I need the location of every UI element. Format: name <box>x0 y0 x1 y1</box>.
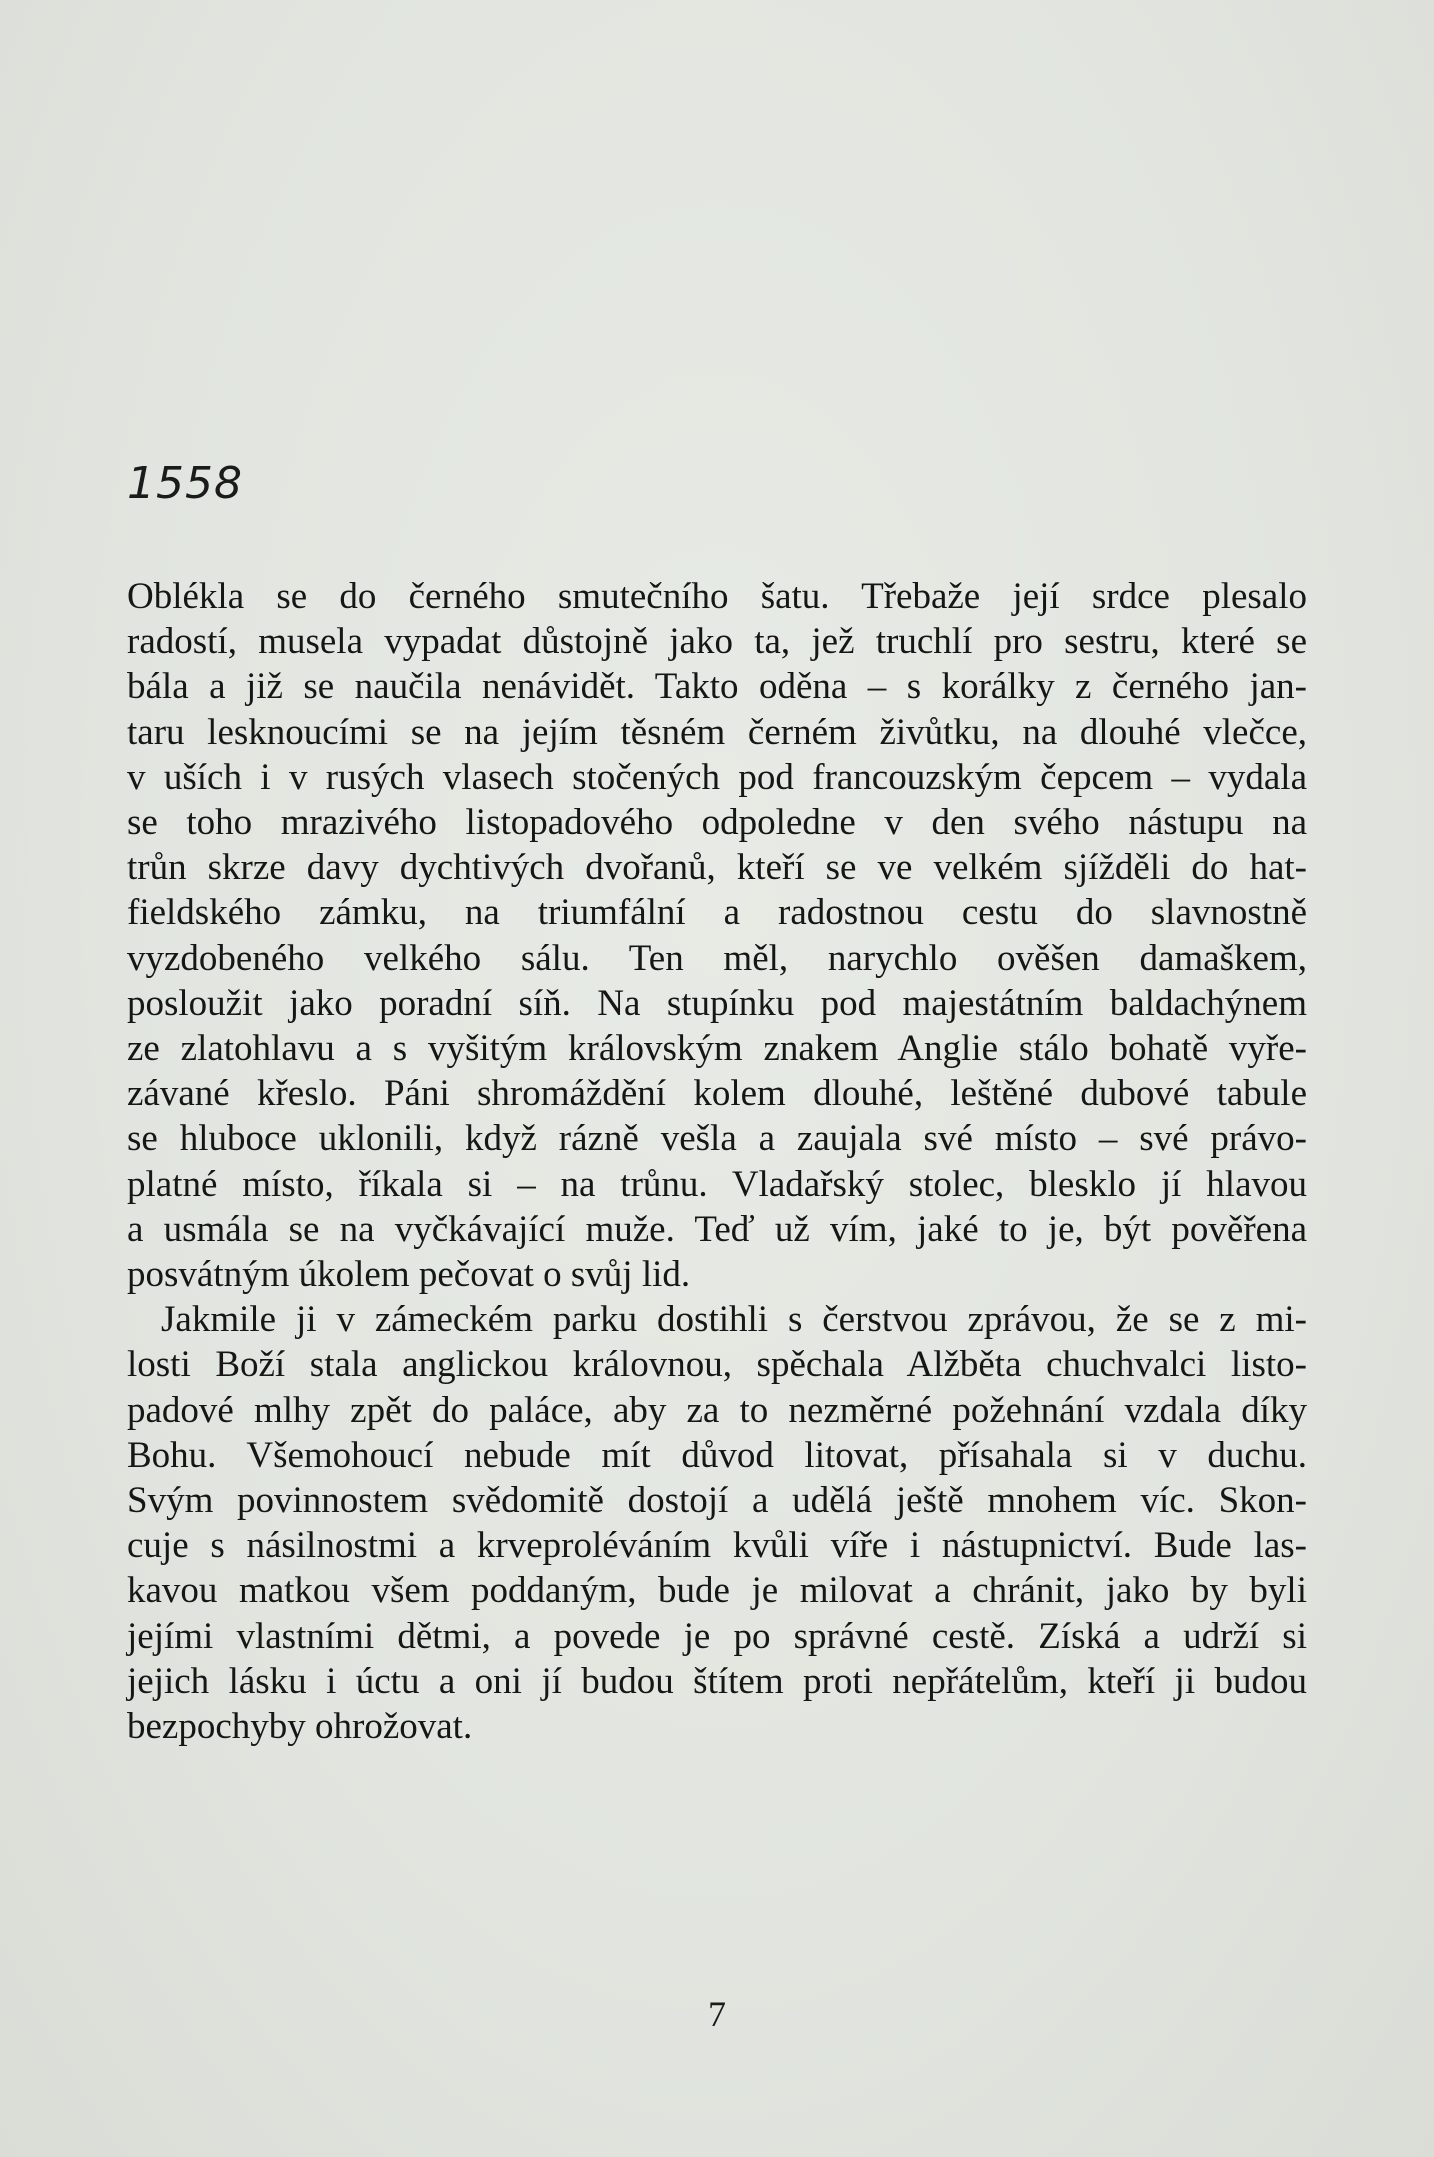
text-line: fieldského zámku, na triumfální a radostnou cestu do slavnostně <box>127 892 1307 934</box>
page-number: 7 <box>708 1994 726 2034</box>
text-line: posvátným úkolem pečovat o svůj lid. <box>127 1254 691 1296</box>
text-line: a usmála se na vyčkávající muže. Teď už vím, jaké to je, být pověřena <box>127 1208 1307 1250</box>
text-line: platné místo, říkala si – na trůnu. Vladařský stolec, blesklo jí hlavou <box>127 1163 1307 1205</box>
text-line: jejími vlastními dětmi, a povede je po správné cestě. Získá a udrží si <box>127 1615 1307 1657</box>
paragraph-2 <box>127 1297 1307 1749</box>
text-line: závané křeslo. Páni shromáždění kolem dlouhé, leštěné dubové tabule <box>127 1073 1307 1115</box>
text-line: kavou matkou všem poddaným, bude je milovat a chránit, jako by byli <box>127 1570 1307 1612</box>
text-line: ze zlatohlavu a s vyšitým královským znakem Anglie stálo bohatě vyře- <box>127 1028 1307 1070</box>
text-line: radostí, musela vypadat důstojně jako ta, jež truchlí pro sestru, které se <box>127 621 1307 663</box>
text-line: Svým povinnostem svědomitě dostojí a udělá ještě mnohem víc. Skon- <box>127 1480 1307 1522</box>
text-line: vyzdobeného velkého sálu. Ten měl, narychlo ověšen damaškem, <box>127 937 1307 979</box>
text-line: posloužit jako poradní síň. Na stupínku pod majestátním baldachýnem <box>127 982 1307 1024</box>
body-text <box>127 574 1307 1749</box>
text-line: se hluboce uklonili, když rázně vešla a zaujala své místo – své právo- <box>127 1118 1307 1160</box>
text-line: v uších i v rusých vlasech stočených pod francouzským čepcem – vydala <box>127 756 1307 798</box>
text-line: bála a již se naučila nenávidět. Takto oděna – s korálky z černého jan- <box>127 666 1307 708</box>
text-line: padové mlhy zpět do paláce, aby za to nezměrné požehnání vzdala díky <box>127 1389 1307 1431</box>
text-line: bezpochyby ohrožovat. <box>127 1706 473 1748</box>
text-line: Jakmile ji v zámeckém parku dostihli s čerstvou zprávou, že se z mi- <box>161 1299 1307 1341</box>
paragraph-1 <box>127 574 1307 1297</box>
text-line: Oblékla se do černého smutečního šatu. Třebaže její srdce plesalo <box>127 576 1307 617</box>
text-line: trůn skrze davy dychtivých dvořanů, kteří se ve velkém sjížděli do hat- <box>127 847 1307 889</box>
text-line: Bohu. Všemohoucí nebude mít důvod litovat, přísahala si v duchu. <box>127 1434 1307 1476</box>
text-line: cuje s násilnostmi a krveproléváním kvůli víře i nástupnictví. Bude las- <box>127 1525 1307 1567</box>
text-line: taru lesknoucími se na jejím těsném černém živůtku, na dlouhé vlečce, <box>127 711 1307 753</box>
chapter-heading: 1558 <box>127 458 243 509</box>
text-line: losti Boží stala anglickou královnou, spěchala Alžběta chuchvalci listo- <box>127 1344 1307 1386</box>
text-line: jejich lásku i úctu a oni jí budou štítem proti nepřátelům, kteří ji budou <box>127 1660 1307 1702</box>
text-line: se toho mrazivého listopadového odpoledne v den svého nástupu na <box>127 802 1307 844</box>
